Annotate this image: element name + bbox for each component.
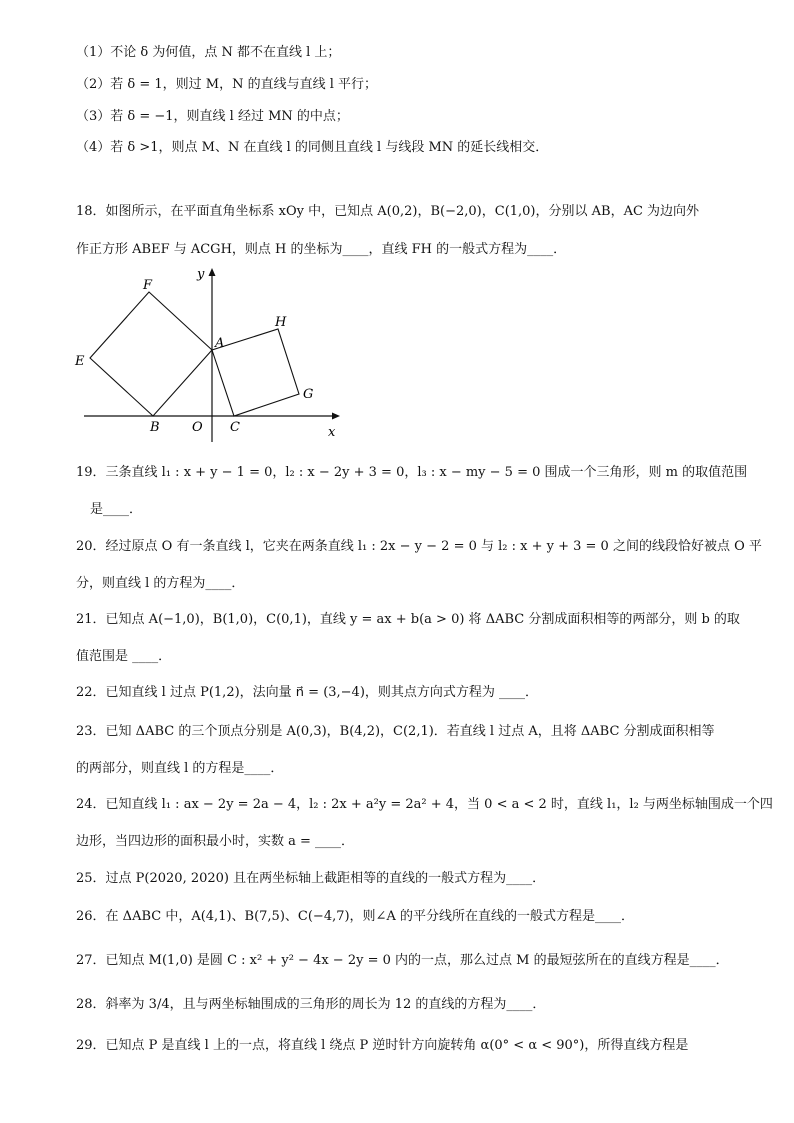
- label-y: y: [197, 267, 205, 282]
- text-line: 27．已知点 M(1,0) 是圆 C : x² + y² − 4x − 2y = 0 内的一点，那么过点 M 的最短弦所在的直线方程是____．: [76, 953, 729, 968]
- text-line: 29．已知点 P 是直线 l 上的一点，将直线 l 绕点 P 逆时针方向旋转角 α(0° < α < 90°)，所得直线方程是: [76, 1038, 689, 1053]
- text-line: （1）不论 δ 为何值，点 N 都不在直线 l 上；: [76, 45, 341, 60]
- text-line: 值范围是 ____．: [76, 649, 172, 664]
- text-line: （3）若 δ = −1，则直线 l 经过 MN 的中点；: [76, 109, 349, 124]
- text-line: （4）若 δ >1，则点 M、N 在直线 l 的同侧且直线 l 与线段 MN 的延长线相交．: [76, 140, 549, 155]
- text-line: 19．三条直线 l₁ : x + y − 1 = 0，l₂ : x − 2y + 3 = 0，l₃ : x − my − 5 = 0 围成一个三角形，则 m 的取值范围: [76, 465, 748, 480]
- text-line: 作正方形 ABEF 与 ACGH，则点 H 的坐标为____，直线 FH 的一般式方程为____．: [76, 242, 567, 257]
- text-line: 20．经过原点 O 有一条直线 l，它夹在两条直线 l₁ : 2x − y − 2 = 0 与 l₂ : x + y + 3 = 0 之间的线段恰好被点 O 平: [76, 539, 762, 554]
- text-line: 是____．: [90, 502, 143, 517]
- label-f: F: [143, 278, 153, 293]
- text-line: 21．已知点 A(−1,0)，B(1,0)，C(0,1)，直线 y = ax + b(a > 0) 将 ΔABC 分割成面积相等的两部分，则 b 的取: [76, 612, 740, 627]
- label-o: O: [192, 420, 203, 435]
- text-line: 18．如图所示，在平面直角坐标系 xOy 中，已知点 A(0,2)，B(−2,0)，C(1,0)，分别以 AB，AC 为边向外: [76, 204, 700, 219]
- label-e: E: [75, 354, 85, 369]
- text-line: 26．在 ΔABC 中，A(4,1)、B(7,5)、C(−4,7)，则∠A 的平分线所在直线的一般式方程是____．: [76, 909, 634, 924]
- label-b: B: [150, 420, 160, 435]
- text-line: 22．已知直线 l 过点 P(1,2)，法向量 n⃗ = (3,−4)，则其点方向式方程为 ____．: [76, 685, 539, 700]
- label-c: C: [230, 420, 240, 435]
- coordinate-figure: [70, 262, 360, 442]
- label-h: H: [275, 315, 287, 330]
- text-line: （2）若 δ = 1，则过 M，N 的直线与直线 l 平行；: [76, 77, 378, 92]
- text-line: 边形，当四边形的面积最小时，实数 a = ____．: [76, 834, 355, 849]
- label-a: A: [215, 336, 225, 351]
- text-line: 分，则直线 l 的方程为____．: [76, 576, 245, 591]
- square-acgh: [212, 329, 299, 416]
- text-line: 25．过点 P(2020, 2020) 且在两坐标轴上截距相等的直线的一般式方程为____．: [76, 871, 546, 886]
- x-axis-arrow: [332, 413, 340, 420]
- square-abef: [90, 292, 212, 416]
- text-line: 28．斜率为 3/4，且与两坐标轴围成的三角形的周长为 12 的直线的方程为____．: [76, 997, 546, 1012]
- text-line: 24．已知直线 l₁ : ax − 2y = 2a − 4，l₂ : 2x + a²y = 2a² + 4，当 0 < a < 2 时，直线 l₁，l₂ 与两坐标轴围成一个四: [76, 797, 773, 812]
- y-axis-arrow: [209, 268, 216, 276]
- text-line: 23．已知 ΔABC 的三个顶点分别是 A(0,3)，B(4,2)，C(2,1)．若直线 l 过点 A，且将 ΔABC 分割成面积相等: [76, 724, 715, 739]
- label-x: x: [328, 425, 336, 440]
- text-line: 的两部分，则直线 l 的方程是____．: [76, 761, 284, 776]
- label-g: G: [303, 387, 314, 402]
